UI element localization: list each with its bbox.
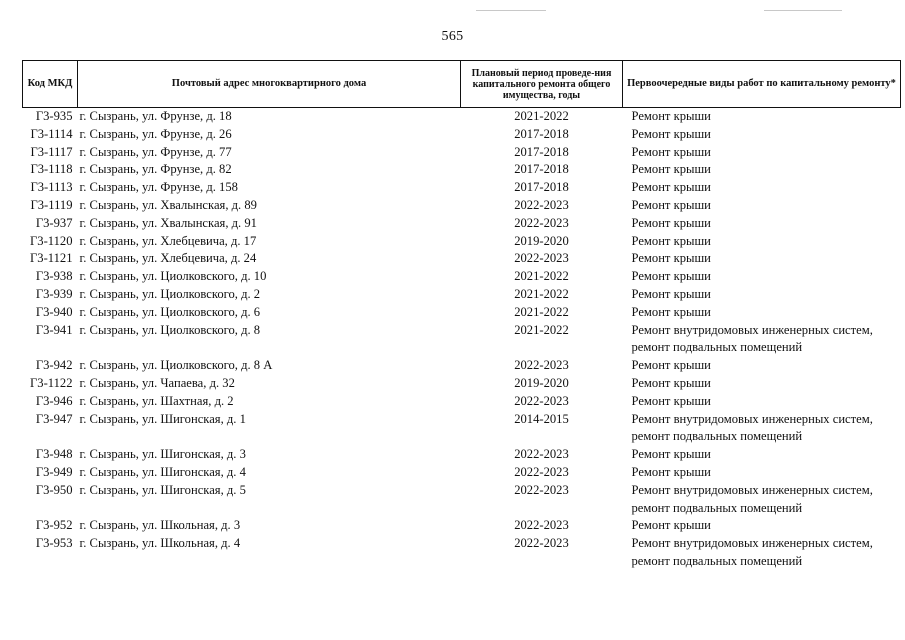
work-item: Ремонт крыши <box>631 162 711 177</box>
work-item: Ремонт крыши <box>631 304 711 319</box>
cell-code: Г3-942 <box>35 358 73 373</box>
cell-period: 2022-2023 <box>514 393 569 408</box>
cell-code: Г3-935 <box>35 109 73 123</box>
cell-works <box>623 535 901 571</box>
cell-address: г. Сызрань, ул. Фрунзе, д. 18 <box>79 109 232 123</box>
work-item: Ремонт крыши <box>631 518 711 533</box>
cell-period: 2014-2015 <box>514 411 569 426</box>
scan-artifact-left <box>476 10 546 11</box>
cell-works <box>623 304 901 322</box>
cell-address: г. Сызрань, ул. Шигонская, д. 1 <box>79 411 246 426</box>
cell-address: г. Сызрань, ул. Шахтная, д. 2 <box>79 393 234 408</box>
cell-code: Г3-950 <box>35 482 73 497</box>
cell-code: Г3-1117 <box>30 144 73 159</box>
cell-period: 2017-2018 <box>514 126 569 141</box>
work-item: Ремонт крыши <box>631 447 711 462</box>
work-item: Ремонт внутридомовых инженерных систем, <box>631 411 873 426</box>
cell-code: Г3-1120 <box>30 233 73 248</box>
cell-address: г. Сызрань, ул. Циолковского, д. 2 <box>79 286 261 301</box>
cell-address: г. Сызрань, ул. Школьная, д. 4 <box>79 536 241 551</box>
cell-address: г. Сызрань, ул. Фрунзе, д. 158 <box>79 180 238 195</box>
cell-address: г. Сызрань, ул. Циолковского, д. 6 <box>79 304 261 319</box>
cell-code: Г3-953 <box>35 536 73 551</box>
table-row <box>23 482 901 518</box>
cell-period: 2022-2023 <box>514 518 569 533</box>
cell-address: г. Сызрань, ул. Шигонская, д. 5 <box>79 482 246 497</box>
table-row <box>23 126 901 144</box>
cell-works <box>623 464 901 482</box>
table-body <box>23 108 901 571</box>
table-row <box>23 535 901 571</box>
work-item: Ремонт крыши <box>631 358 711 373</box>
table-row <box>23 179 901 197</box>
cell-code: Г3-1122 <box>30 375 73 390</box>
table-row <box>23 286 901 304</box>
scan-artifact-right <box>764 10 842 11</box>
header-row <box>23 61 901 108</box>
cell-address: г. Сызрань, ул. Хвалынская, д. 89 <box>79 197 257 212</box>
work-item: Ремонт крыши <box>631 180 711 195</box>
cell-period: 2022-2023 <box>514 536 569 551</box>
table-row <box>23 464 901 482</box>
cell-period: 2021-2022 <box>514 286 569 301</box>
cell-address: г. Сызрань, ул. Фрунзе, д. 26 <box>79 126 232 141</box>
cell-works <box>623 446 901 464</box>
cell-code: Г3-1114 <box>30 126 73 141</box>
header-period: Плановый период проведе-ния капитального ремонта общего имущества, годы <box>461 61 623 108</box>
cell-address: г. Сызрань, ул. Хлебцевича, д. 24 <box>79 251 257 266</box>
cell-code: Г3-948 <box>35 447 73 462</box>
cell-period: 2017-2018 <box>514 162 569 177</box>
cell-works <box>623 197 901 215</box>
cell-period: 2022-2023 <box>514 447 569 462</box>
cell-works <box>623 322 901 358</box>
cell-period: 2019-2020 <box>514 233 569 248</box>
cell-period: 2021-2022 <box>514 304 569 319</box>
table-row <box>23 446 901 464</box>
table-header <box>23 61 901 108</box>
cell-works <box>623 482 901 518</box>
table-row <box>23 304 901 322</box>
table-row <box>23 108 901 126</box>
cell-period: 2022-2023 <box>514 215 569 230</box>
cell-period: 2017-2018 <box>514 180 569 195</box>
cell-address: г. Сызрань, ул. Шигонская, д. 4 <box>79 464 246 479</box>
repair-plan-table <box>22 60 901 571</box>
work-item: Ремонт внутридомовых инженерных систем, <box>631 482 873 497</box>
cell-code: Г3-940 <box>35 304 73 319</box>
table-row <box>23 393 901 411</box>
cell-works <box>623 517 901 535</box>
table-row <box>23 197 901 215</box>
cell-address: г. Сызрань, ул. Школьная, д. 3 <box>79 518 241 533</box>
work-item: Ремонт крыши <box>631 251 711 266</box>
cell-works <box>623 215 901 233</box>
work-item: ремонт подвальных помещений <box>631 553 803 568</box>
cell-code: Г3-937 <box>35 215 73 230</box>
cell-works <box>623 233 901 251</box>
cell-works <box>623 268 901 286</box>
cell-address: г. Сызрань, ул. Шигонская, д. 3 <box>79 447 246 462</box>
table-row <box>23 322 901 358</box>
table-row <box>23 250 901 268</box>
cell-period: 2021-2022 <box>514 269 569 284</box>
cell-code: Г3-1121 <box>30 251 73 266</box>
work-item: Ремонт крыши <box>631 197 711 212</box>
cell-code: Г3-1118 <box>30 162 73 177</box>
cell-code: Г3-947 <box>35 411 73 426</box>
cell-address: г. Сызрань, ул. Чапаева, д. 32 <box>79 375 235 390</box>
page-number: 565 <box>441 29 464 44</box>
cell-code: Г3-939 <box>35 286 73 301</box>
table-row <box>23 161 901 179</box>
work-item: Ремонт крыши <box>631 144 711 159</box>
cell-address: г. Сызрань, ул. Циолковского, д. 8 <box>79 322 261 337</box>
cell-address: г. Сызрань, ул. Хвалынская, д. 91 <box>79 215 257 230</box>
table-row <box>23 357 901 375</box>
cell-period: 2017-2018 <box>514 144 569 159</box>
work-item: Ремонт внутридомовых инженерных систем, <box>631 322 873 337</box>
work-item: ремонт подвальных помещений <box>631 340 803 355</box>
work-item: Ремонт крыши <box>631 126 711 141</box>
cell-works <box>623 357 901 375</box>
work-item: Ремонт крыши <box>631 109 711 123</box>
work-item: Ремонт крыши <box>631 464 711 479</box>
cell-address: г. Сызрань, ул. Циолковского, д. 8 А <box>79 358 273 373</box>
cell-code: Г3-941 <box>35 322 73 337</box>
cell-code: Г3-938 <box>35 269 73 284</box>
cell-code: Г3-952 <box>35 518 73 533</box>
cell-period: 2022-2023 <box>514 464 569 479</box>
work-item: Ремонт крыши <box>631 215 711 230</box>
cell-works <box>623 179 901 197</box>
cell-works <box>623 286 901 304</box>
header-code: Код МКД <box>23 61 78 108</box>
cell-works <box>623 161 901 179</box>
work-item: ремонт подвальных помещений <box>631 500 803 515</box>
header-address: Почтовый адрес многоквартирного дома <box>78 61 461 108</box>
cell-works <box>623 108 901 126</box>
table-row <box>23 268 901 286</box>
cell-address: г. Сызрань, ул. Фрунзе, д. 77 <box>79 144 232 159</box>
cell-works <box>623 375 901 393</box>
cell-period: 2019-2020 <box>514 375 569 390</box>
cell-period: 2022-2023 <box>514 482 569 497</box>
work-item: Ремонт внутридомовых инженерных систем, <box>631 536 873 551</box>
cell-period: 2021-2022 <box>514 322 569 337</box>
cell-period: 2021-2022 <box>514 109 569 123</box>
work-item: Ремонт крыши <box>631 233 711 248</box>
table-row <box>23 233 901 251</box>
work-item: Ремонт крыши <box>631 269 711 284</box>
header-works: Первоочередные виды работ по капитальному ремонту* <box>623 61 901 108</box>
cell-works <box>623 250 901 268</box>
table-row <box>23 144 901 162</box>
cell-code: Г3-1113 <box>30 180 73 195</box>
cell-period: 2022-2023 <box>514 251 569 266</box>
work-item: Ремонт крыши <box>631 286 711 301</box>
cell-works <box>623 126 901 144</box>
cell-address: г. Сызрань, ул. Фрунзе, д. 82 <box>79 162 232 177</box>
cell-code: Г3-946 <box>35 393 73 408</box>
cell-period: 2022-2023 <box>514 197 569 212</box>
table-row <box>23 375 901 393</box>
cell-works <box>623 144 901 162</box>
work-item: Ремонт крыши <box>631 375 711 390</box>
cell-period: 2022-2023 <box>514 358 569 373</box>
table-row <box>23 517 901 535</box>
work-item: Ремонт крыши <box>631 393 711 408</box>
cell-code: Г3-1119 <box>30 197 73 212</box>
cell-address: г. Сызрань, ул. Циолковского, д. 10 <box>79 269 267 284</box>
cell-works <box>623 393 901 411</box>
table-row <box>23 411 901 447</box>
cell-address: г. Сызрань, ул. Хлебцевича, д. 17 <box>79 233 257 248</box>
cell-works <box>623 411 901 447</box>
work-item: ремонт подвальных помещений <box>631 429 803 444</box>
table-row <box>23 215 901 233</box>
cell-code: Г3-949 <box>35 464 73 479</box>
